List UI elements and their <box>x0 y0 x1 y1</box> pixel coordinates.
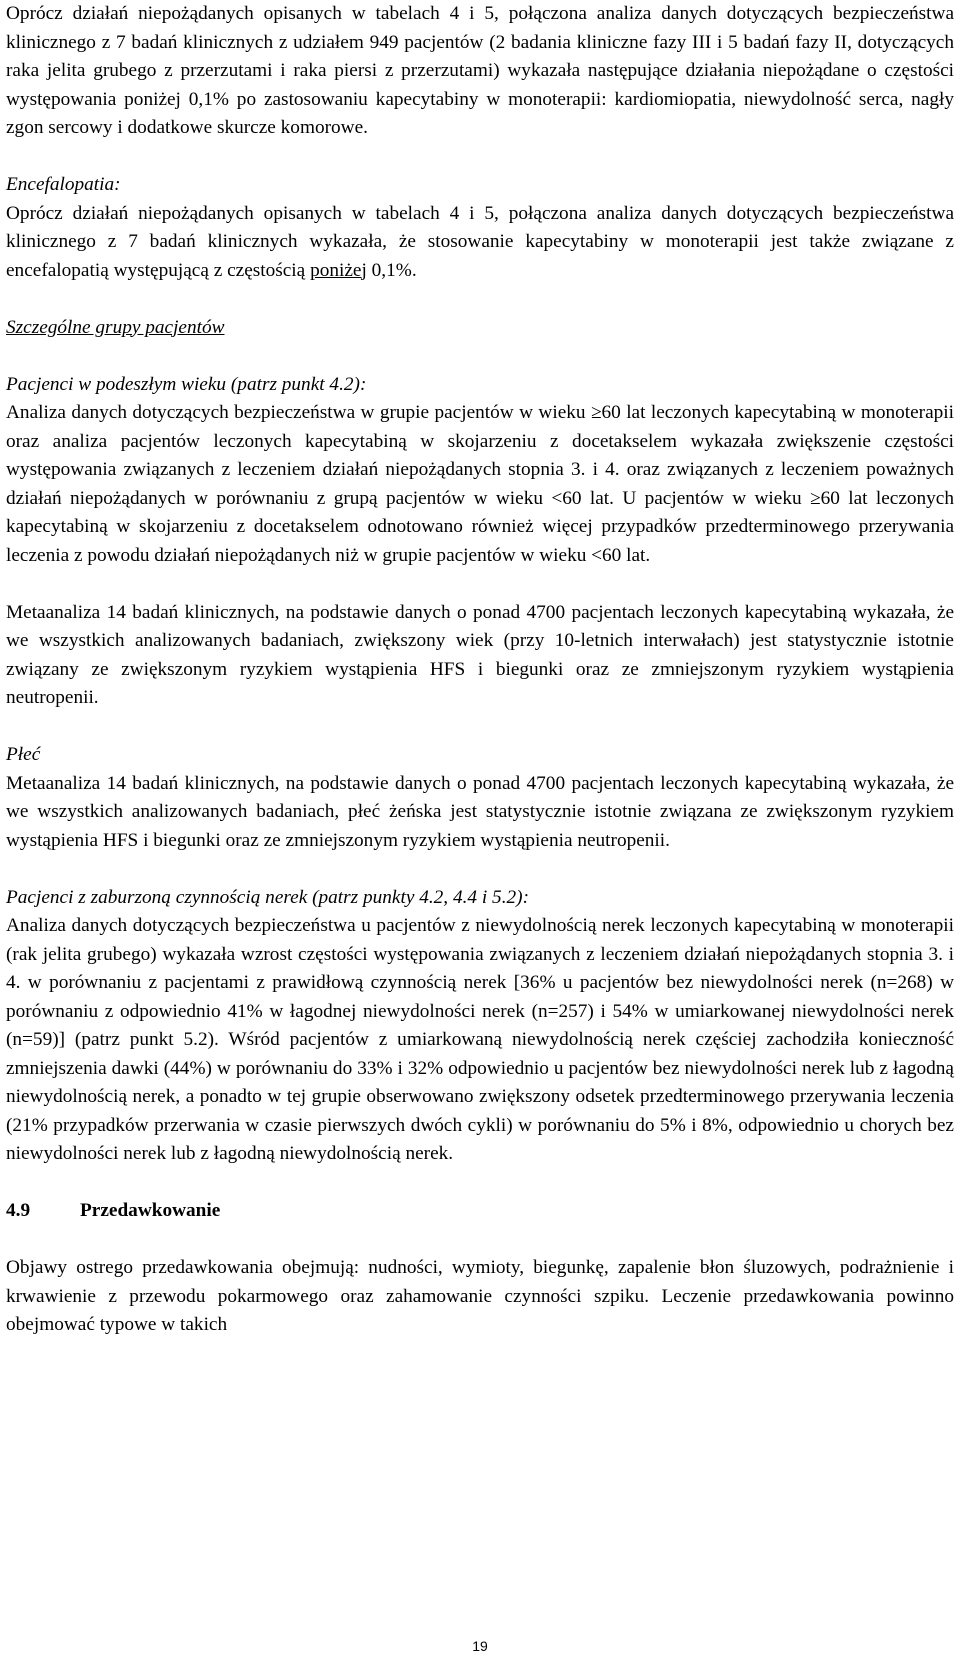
encephalopathy-text-2: 0,1%. <box>371 259 417 281</box>
page-number: 19 <box>472 1638 488 1654</box>
overdose-paragraph: Objawy ostrego przedawkowania obejmują: nudności, wymioty, biegunkę, zapalenie błon śluzowych, podrażnienie i krwawienie z przewodu pokarmowego oraz zahamowanie czynności szpiku. Leczenie przedawkowania powinno obejmować typowe w takich <box>6 1257 954 1335</box>
special-groups-title: Szczególne grupy pacjentów <box>6 316 225 338</box>
elderly-label: Pacjenci w podeszłym wieku (patrz punkt 4.2): <box>6 373 367 395</box>
section-number: 4.9 <box>6 1200 31 1221</box>
encephalopathy-text-1: Oprócz działań niepożądanych opisanych w tabelach 4 i 5, połączona analiza danych dotyczących bezpieczeństwa klinicznego z 7 badań klinicznych wykazała, że stosowanie kapecytabiny w monoterapii jest także związane z encefalopatią występującą z częstością <box>6 202 954 281</box>
sex-paragraph: Metaanaliza 14 badań klinicznych, na podstawie danych o ponad 4700 pacjentach leczonych kapecytabiną wykazała, że we wszystkich analizowanych badaniach, płeć żeńska jest statystycznie istotnie związana ze zwiększonym ryzykiem wystąpienia HFS i biegunki oraz ze zmniejszonym ryzykiem wystąpienia neutropenii. <box>6 772 954 851</box>
elderly-paragraph: Analiza danych dotyczących bezpieczeństwa w grupie pacjentów w wieku ≥60 lat leczonych kapecytabiną w monoterapii oraz analiza pacjentów leczonych kapecytabiną w skojarzeniu z docetakselem wykazała zwiększenie częstości występowania związanych z leczeniem działań niepożądanych stopnia 3. i 4. oraz związanych z leczeniem poważnych działań niepożądanych w porównaniu z grupą pacjentów w wieku <60 lat. U pacjentów w wieku ≥60 lat leczonych kapecytabiną w skojarzeniu z docetakselem odnotowano również więcej przypadków przedterminowego przerywania leczenia z powodu działań niepożądanych niż w grupie pacjentów w wieku <60 lat. <box>6 402 954 566</box>
age-metaanalysis-paragraph: Metaanaliza 14 badań klinicznych, na podstawie danych o ponad 4700 pacjentach leczonych kapecytabiną wykazała, że we wszystkich analizowanych badaniach, zwiększony wiek (przy 10-letnich interwałach) jest statystycznie istotnie związany ze zwiększonym ryzykiem wystąpienia HFS i biegunki oraz ze zmniejszonym ryzykiem wystąpienia neutropenii. <box>6 601 954 708</box>
encephalopathy-paragraph <box>6 200 954 286</box>
renal-label: Pacjenci z zaburzoną czynnością nerek (patrz punkty 4.2, 4.4 i 5.2): <box>6 886 529 908</box>
sex-label: Płeć <box>6 744 41 765</box>
section-title: Przedawkowanie <box>80 1200 221 1221</box>
intro-paragraph: Oprócz działań niepożądanych opisanych w tabelach 4 i 5, połączona analiza danych dotyczących bezpieczeństwa klinicznego z 7 badań klinicznych z udziałem 949 pacjentów (2 badania kliniczne fazy III i 5 badań fazy II, dotyczących raka jelita grubego z przerzutami i raka piersi z przerzutami) wykazała następujące działania niepożądane o częstości występowania poniżej 0,1% po zastosowaniu kapecytabiny w monoterapii: kardiomiopatia, niewydolność serca, nagły zgon sercowy i dodatkowe skurcze komorowe. <box>6 3 954 138</box>
encephalopathy-label: Encefalopatia: <box>6 174 121 195</box>
renal-paragraph: Analiza danych dotyczących bezpieczeństwa u pacjentów z niewydolnością nerek leczonych kapecytabiną w monoterapii (rak jelita grubego) wykazała wzrost częstości występowania związanych z leczeniem działań niepożądanych stopnia 3. i 4. w porównaniu z pacjentami z prawidłową czynnością nerek [36% u pacjentów bez niewydolności nerek (n=268) w porównaniu z odpowiednio 41% w łagodnej niewydolności nerek (n=257) i 54% w umiarkowanej niewydolności nerek (n=59)] (patrz punkt 5.2). Wśród pacjentów z umiarkowaną niewydolnością nerek częściej zachodziła konieczność zmniejszenia dawki (44%) w porównaniu do 33% i 32% odpowiednio u pacjentów bez niewydolności nerek lub z łagodną niewydolnością nerek, a ponadto w tej grupie obserwowano zwiększony odsetek przedterminowego przerywania leczenia (21% przypadków przerwania w czasie pierwszych dwóch cykli) w porównaniu do 5% i 8%, odpowiednio u chorych bez niewydolności nerek lub z łagodną niewydolnością nerek. <box>6 915 954 1164</box>
section-heading <box>6 1197 954 1226</box>
encephalopathy-underlined-word: poniżej <box>310 259 367 281</box>
